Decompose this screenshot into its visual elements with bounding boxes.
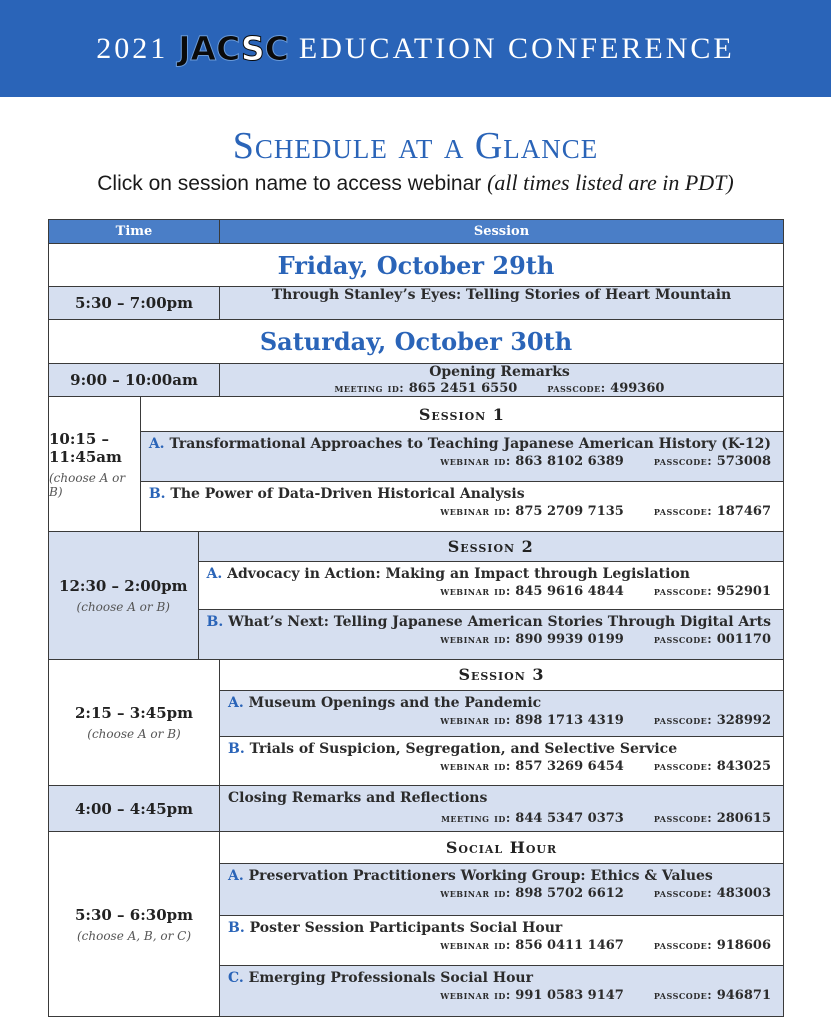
session-time: 5:30 – 7:00pm bbox=[49, 287, 220, 319]
session-link-closing-remarks[interactable]: Closing Remarks and Reflections bbox=[228, 790, 488, 806]
session-options bbox=[141, 397, 783, 531]
session-option bbox=[220, 915, 783, 965]
meeting-credentials: meeting id: 844 5347 0373 passcode: 280615 bbox=[441, 811, 771, 826]
session-option bbox=[199, 609, 783, 659]
session-heading: Session 1 bbox=[418, 404, 505, 424]
session-block bbox=[49, 659, 783, 785]
session-options bbox=[220, 660, 783, 785]
session-option bbox=[199, 561, 783, 610]
webinar-credentials: webinar id: 898 1713 4319 passcode: 328992 bbox=[440, 712, 771, 728]
session-options bbox=[199, 532, 783, 659]
session-time: 4:00 – 4:45pm bbox=[49, 786, 220, 831]
session-time: 2:15 – 3:45pm (choose A or B) bbox=[49, 660, 220, 785]
webinar-credentials: webinar id: 890 9939 0199 passcode: 001170 bbox=[440, 632, 771, 648]
session-option bbox=[141, 431, 783, 481]
session-option bbox=[220, 965, 783, 1016]
session-link[interactable]: A. Advocacy in Action: Making an Impact through Legislation bbox=[206, 565, 690, 582]
webinar-credentials: webinar id: 845 9616 4844 passcode: 952901 bbox=[440, 583, 771, 599]
session-link[interactable]: B. Trials of Suspicion, Segregation, and Selective Service bbox=[228, 741, 678, 758]
session-link[interactable]: B. Poster Session Participants Social Hour bbox=[228, 920, 563, 936]
webinar-credentials: webinar id: 991 0583 9147 passcode: 946871 bbox=[440, 988, 771, 1003]
session-link-opening-remarks[interactable]: Opening Remarks bbox=[429, 364, 570, 380]
conference-title bbox=[96, 29, 735, 68]
webinar-credentials: webinar id: 875 2709 7135 passcode: 187467 bbox=[440, 504, 771, 519]
column-header-session: Session bbox=[473, 224, 530, 239]
session-time: 12:30 – 2:00pm (choose A or B) bbox=[49, 532, 199, 659]
conference-year: 2021 bbox=[96, 31, 169, 65]
table-row bbox=[49, 785, 783, 831]
session-time: 10:15 – 11:45am (choose A or B) bbox=[49, 397, 141, 531]
page-title: Schedule at a Glance bbox=[232, 125, 599, 167]
session-link-stanleys-eyes[interactable]: Through Stanley’s Eyes: Telling Stories of Heart Mountain bbox=[271, 287, 732, 303]
session-option bbox=[220, 690, 783, 737]
session-link[interactable]: B. What’s Next: Telling Japanese American Stories Through Digital Arts bbox=[206, 614, 771, 631]
session-link[interactable]: A. Preservation Practitioners Working Group: Ethics & Values bbox=[228, 868, 713, 884]
session-heading: Session 3 bbox=[458, 665, 545, 685]
webinar-credentials: webinar id: 898 5702 6612 passcode: 483003 bbox=[440, 886, 771, 901]
session-heading: Session 2 bbox=[447, 536, 534, 556]
session-block bbox=[49, 831, 783, 1016]
header-banner bbox=[0, 0, 831, 97]
meeting-credentials: meeting id: 865 2451 6550 passcode: 499360 bbox=[334, 381, 665, 396]
session-option bbox=[220, 863, 783, 915]
session-heading: Social Hour bbox=[445, 838, 558, 857]
session-link[interactable]: A. Museum Openings and the Pandemic bbox=[228, 694, 542, 711]
session-link[interactable]: C. Emerging Professionals Social Hour bbox=[228, 970, 533, 986]
session-time: 9:00 – 10:00am bbox=[49, 364, 220, 396]
session-time: 5:30 – 6:30pm (choose A, B, or C) bbox=[49, 832, 220, 1016]
table-header bbox=[49, 220, 783, 243]
session-block bbox=[49, 396, 783, 531]
webinar-credentials: webinar id: 857 3269 6454 passcode: 843025 bbox=[440, 759, 771, 775]
jacsc-logo: JACSC bbox=[178, 29, 289, 68]
opening-remarks-cell bbox=[220, 364, 783, 396]
session-link[interactable]: B. The Power of Data-Driven Historical Analysis bbox=[148, 486, 525, 502]
session-option bbox=[220, 736, 783, 785]
session-options bbox=[220, 832, 783, 1016]
session-option bbox=[141, 481, 783, 531]
page-subtitle: Click on session name to access webinar (all times listed are in PDT) bbox=[97, 170, 734, 195]
session-block bbox=[49, 531, 783, 659]
session-link[interactable]: A. Transformational Approaches to Teaching Japanese American History (K-12) bbox=[148, 436, 771, 452]
webinar-credentials: webinar id: 856 0411 1467 passcode: 918606 bbox=[440, 938, 771, 953]
closing-remarks-cell bbox=[220, 786, 783, 831]
webinar-credentials: webinar id: 863 8102 6389 passcode: 573008 bbox=[440, 454, 771, 469]
day-heading-friday: Friday, October 29th bbox=[49, 243, 783, 286]
column-header-time: Time bbox=[49, 220, 220, 243]
table-row bbox=[49, 286, 783, 319]
schedule-table bbox=[48, 219, 784, 1017]
conference-name: EDUCATION CONFERENCE bbox=[298, 31, 735, 65]
day-heading-saturday: Saturday, October 30th bbox=[49, 319, 783, 363]
table-row bbox=[49, 363, 783, 396]
